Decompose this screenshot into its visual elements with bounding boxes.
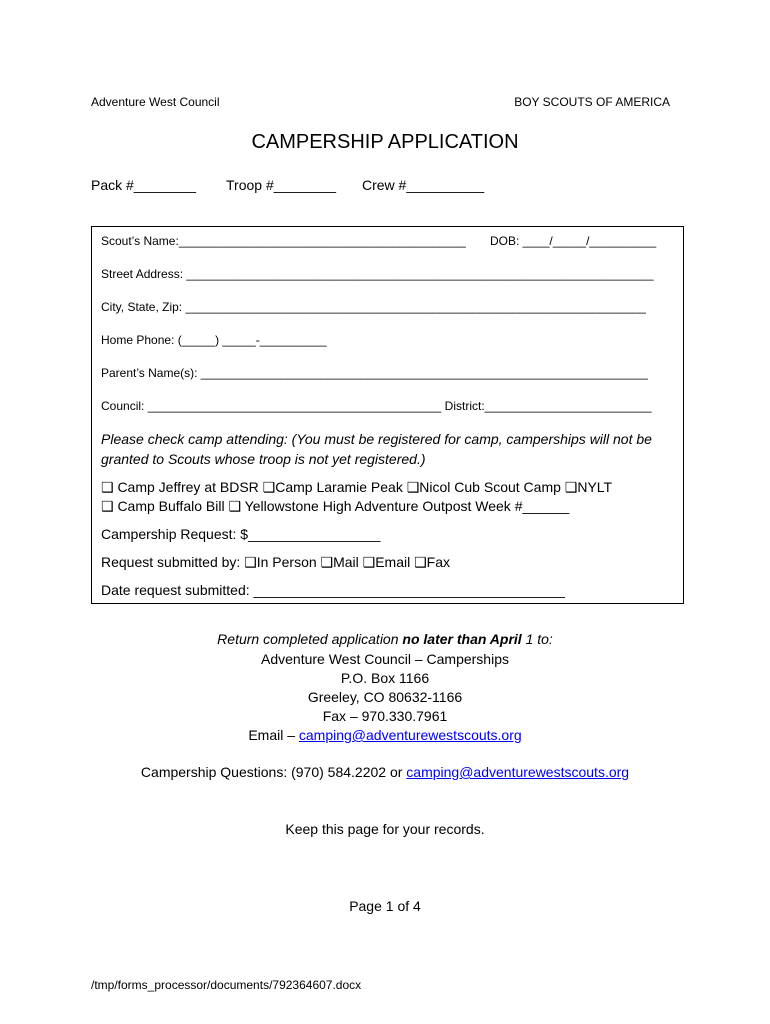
return-instructions — [0, 631, 770, 647]
council-district-field[interactable]: Council: ____________________________________________ District:_________________________ — [101, 399, 652, 413]
home-phone-field[interactable]: Home Phone: (_____) _____-__________ — [101, 333, 327, 347]
keep-page-note: Keep this page for your records. — [285, 821, 485, 837]
city-state-zip-field[interactable]: City, State, Zip: _____________________________________________________________________ — [101, 300, 646, 314]
file-path-footer: /tmp/forms_processor/documents/792364607.docx — [91, 978, 362, 992]
return-email-link[interactable]: camping@adventurewestscouts.org — [298, 727, 522, 743]
return-address-line-1: Adventure West Council – Camperships — [261, 651, 509, 667]
return-fax: Fax – 970.330.7961 — [322, 708, 448, 724]
pack-number-field[interactable]: Pack #________ — [91, 177, 197, 193]
questions-line — [0, 764, 770, 780]
camp-instructions-line-1: Please check camp attending: (You must be registered for camp, camperships will not be — [101, 431, 652, 447]
return-address-line-3: Greeley, CO 80632-1166 — [307, 689, 463, 705]
questions-prefix: Campership Questions: (970) 584.2202 or — [140, 764, 407, 780]
parents-name-field[interactable]: Parent’s Name(s): ___________________________________________________________________ — [101, 366, 648, 380]
council-name: Adventure West Council — [91, 95, 220, 109]
return-text-c: 1 to: — [521, 631, 553, 647]
scout-name-field[interactable]: Scout’s Name:___________________________________________ — [101, 234, 466, 248]
camp-checkboxes-row-1[interactable]: ❑ Camp Jeffrey at BDSR ❑Camp Laramie Peak ❑Nicol Cub Scout Camp ❑NYLT — [101, 479, 613, 495]
organization-name: BOY SCOUTS OF AMERICA — [514, 95, 670, 109]
submission-method-checkboxes[interactable]: Request submitted by: ❑In Person ❑Mail ❑Email ❑Fax — [101, 554, 450, 570]
page-title: CAMPERSHIP APPLICATION — [251, 131, 519, 153]
return-text-a: Return completed application — [217, 631, 403, 647]
crew-number-field[interactable]: Crew #__________ — [362, 177, 485, 193]
page-number: Page 1 of 4 — [349, 898, 421, 914]
troop-number-field[interactable]: Troop #________ — [226, 177, 337, 193]
application-form-box — [91, 226, 684, 604]
campership-request-field[interactable]: Campership Request: $_________________ — [101, 526, 381, 542]
questions-email-link[interactable]: camping@adventurewestscouts.org — [406, 764, 630, 780]
street-address-field[interactable]: Street Address: ______________________________________________________________________ — [101, 267, 654, 281]
camp-instructions-line-2: granted to Scouts whose troop is not yet registered.) — [101, 451, 426, 467]
return-email-prefix: Email – — [248, 727, 299, 743]
return-email-line — [0, 727, 770, 743]
camp-checkboxes-row-2[interactable]: ❑ Camp Buffalo Bill ❑ Yellowstone High Adventure Outpost Week #______ — [101, 498, 570, 514]
return-address-line-2: P.O. Box 1166 — [340, 670, 430, 686]
date-submitted-field[interactable]: Date request submitted: ________________________________________ — [101, 582, 565, 598]
dob-field[interactable]: DOB: ____/_____/__________ — [490, 234, 657, 248]
return-deadline: no later than April — [402, 631, 522, 647]
